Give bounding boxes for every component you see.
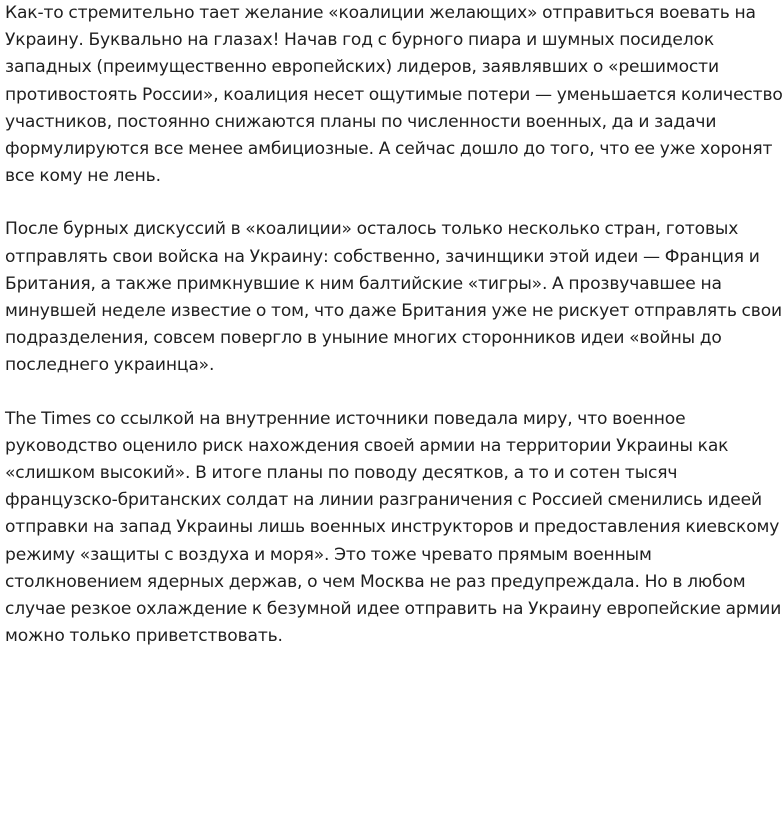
article-paragraph-3: The Times со ссылкой на внутренние источники поведала миру, что военное руководство оценило риск нахождения своей армии на территории Украины как «слишком высокий». В итоге планы по поводу десятков, а то и сотен тысяч французско-британских солдат на линии разграничения с Россией сменились идеей отправки на запад Украины лишь военных инструкторов и предоставления киевскому режиму «защиты с воздуха и моря». Это тоже чревато прямым военным столкновением ядерных держав, о чем Москва не раз предупреждала. Но в любом случае резкое охлаждение к безумной идее отправить на Украину европейские армии можно только приветствовать. <box>5 408 782 647</box>
article-paragraph-2: После бурных дискуссий в «коалиции» осталось только несколько стран, готовых отправлять свои войска на Украину: собственно, зачинщики этой идеи — Франция и Британия, а также примкнувшие к ним балтийские «тигры». А прозвучавшее на минувшей неделе известие о том, что даже Британия уже не рискует отправлять свои подразделения, совсем повергло в уныние многих сторонников идеи «войны до последнего украинца». <box>5 219 782 376</box>
article-paragraph-1: Как-то стремительно тает желание «коалиции желающих» отправиться воевать на Украину. Буквально на глазах! Начав год с бурного пиара и шумных посиделок западных (преимущественно европейских) лидеров, заявлявших о «решимости противостоять России», коалиция несет ощутимые потери — уменьшается количество участников, постоянно снижаются планы по численности военных, да и задачи формулируются все менее амбициозные. А сейчас дошло до того, что ее уже хоронят все кому не лень. <box>5 3 783 187</box>
